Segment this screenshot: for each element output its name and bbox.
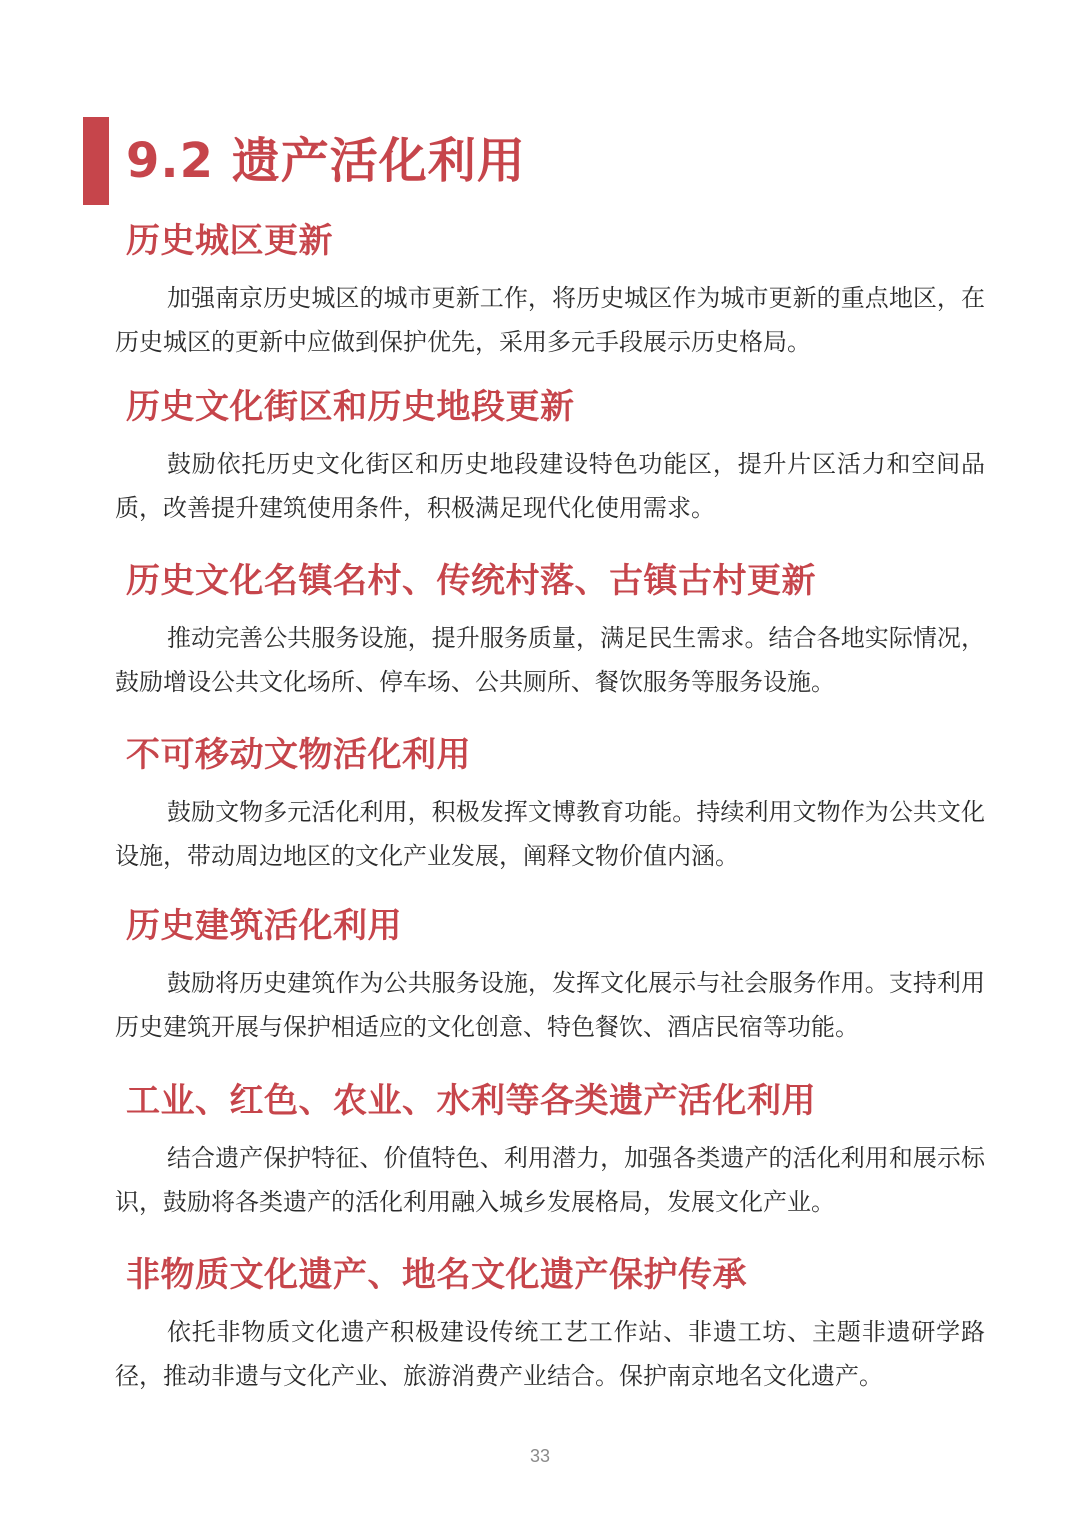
- title-accent-bar: [83, 117, 109, 205]
- section-heading: 历史建筑活化利用: [126, 906, 402, 946]
- section-body: 加强南京历史城区的城市更新工作，将历史城区作为城市更新的重点地区，在历史城区的更新中应做到保护优先，采用多元手段展示历史格局。: [115, 284, 985, 356]
- section-heading: 历史文化街区和历史地段更新: [126, 387, 575, 427]
- section-immovable-relics: [115, 732, 985, 878]
- section-historic-buildings: [115, 903, 985, 1049]
- section-body: 鼓励将历史建筑作为公共服务设施，发挥文化展示与社会服务作用。支持利用历史建筑开展与保护相适应的文化创意、特色餐饮、酒店民宿等功能。: [115, 969, 985, 1041]
- section-heading: 非物质文化遗产、地名文化遗产保护传承: [126, 1255, 747, 1295]
- section-body: 依托非物质文化遗产积极建设传统工艺工作站、非遗工坊、主题非遗研学路径，推动非遗与文化产业、旅游消费产业结合。保护南京地名文化遗产。: [115, 1318, 985, 1390]
- section-heading: 工业、红色、农业、水利等各类遗产活化利用: [126, 1081, 816, 1121]
- section-intangible-heritage: [115, 1252, 985, 1398]
- page-title: 9.2 遗产活化利用: [126, 133, 526, 189]
- section-cultural-block-renewal: [115, 384, 985, 530]
- page-number: 33: [529, 1446, 551, 1466]
- section-body: 鼓励依托历史文化街区和历史地段建设特色功能区，提升片区活力和空间品质，改善提升建筑使用条件，积极满足现代化使用需求。: [115, 450, 985, 522]
- section-heading: 历史文化名镇名村、传统村落、古镇古村更新: [126, 561, 816, 601]
- section-various-heritage: [115, 1078, 985, 1224]
- section-heading: 历史城区更新: [126, 221, 333, 261]
- section-body: 鼓励文物多元活化利用，积极发挥文博教育功能。持续利用文物作为公共文化设施，带动周边地区的文化产业发展，阐释文物价值内涵。: [115, 798, 985, 870]
- section-body: 推动完善公共服务设施，提升服务质量，满足民生需求。结合各地实际情况，鼓励增设公共文化场所、停车场、公共厕所、餐饮服务等服务设施。: [115, 624, 985, 696]
- section-heading: 不可移动文物活化利用: [126, 735, 471, 775]
- section-historic-district-renewal: [115, 218, 985, 364]
- section-towns-villages-renewal: [115, 558, 985, 704]
- section-body: 结合遗产保护特征、价值特色、利用潜力，加强各类遗产的活化利用和展示标识，鼓励将各类遗产的活化利用融入城乡发展格局，发展文化产业。: [115, 1144, 985, 1216]
